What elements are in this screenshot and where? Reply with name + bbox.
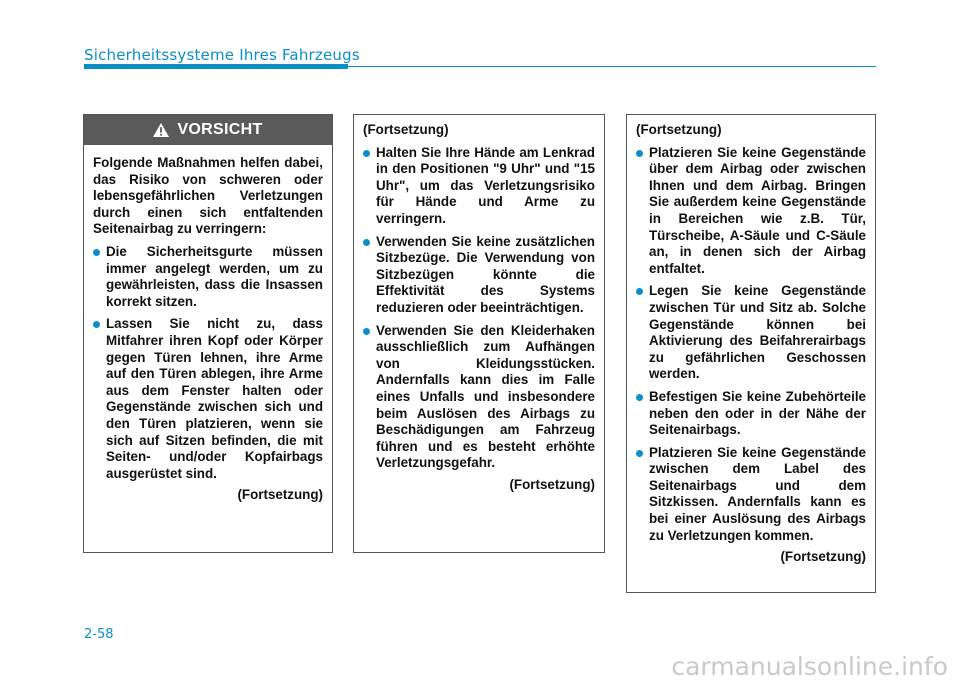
- list-item: Befestigen Sie keine Zubehörteile neben den oder in der Nähe der Seitenairbags.: [636, 389, 866, 439]
- caution-label: VORSICHT: [177, 120, 263, 138]
- list-item: Platzieren Sie keine Gegenstände über dem Airbag oder zwischen Ihnen und dem Airbag. Bringen Sie außerdem keine Gegenstände in Bereichen wie z.B. Tür, Türscheibe, A-Säule und C-Säule an, in denen sich der Airbag entfaltet.: [636, 145, 866, 278]
- bullet-icon: [363, 239, 370, 246]
- warning-triangle-icon: [153, 123, 169, 137]
- continued-from-label: (Fortsetzung): [363, 122, 449, 137]
- bullet-icon: [363, 328, 370, 335]
- caution-list: [93, 244, 323, 482]
- continuation-box-1: [353, 114, 605, 553]
- list-item: Verwenden Sie keine zusätzlichen Sitzbezüge. Die Verwendung von Sitzbezügen könnte die Effektivität des Systems reduzieren oder beeinträchtigen.: [363, 234, 595, 317]
- section-title: Sicherheitssysteme Ihres Fahrzeugs: [84, 46, 360, 64]
- caution-list: [363, 145, 595, 472]
- header-rule-thick: [84, 64, 348, 69]
- bullet-icon: [93, 249, 100, 256]
- caution-header: [84, 115, 332, 145]
- continued-label: (Fortsetzung): [237, 487, 323, 503]
- list-item: Legen Sie keine Gegenstände zwischen Tür und Sitz ab. Solche Gegenstände können bei Aktivierung des Beifahrerairbags zu gefährlichen Geschossen werden.: [636, 283, 866, 383]
- caution-intro: Folgende Maßnahmen helfen dabei, das Risiko von schweren oder lebensgefährlichen Verletzungen durch einen sich entfaltenden Seitenairbag zu verringern:: [93, 155, 323, 237]
- continuation-box-2: [626, 114, 876, 593]
- bullet-icon: [93, 321, 100, 328]
- continued-label: (Fortsetzung): [780, 549, 866, 565]
- list-item: Verwenden Sie den Kleiderhaken ausschließlich zum Aufhängen von Kleidungsstücken. Andernfalls kann dies im Falle eines Unfalls und insbesondere beim Auslösen des Airbags zu Beschädigungen am Fahrzeug führen und es besteht erhöhte Verletzungsgefahr.: [363, 323, 595, 472]
- header-rule-thin: [348, 66, 876, 67]
- caution-box: [83, 114, 333, 553]
- bullet-icon: [636, 288, 643, 295]
- bullet-icon: [363, 150, 370, 157]
- page-number: 2-58: [84, 627, 114, 642]
- bullet-icon: [636, 150, 643, 157]
- list-item: Platzieren Sie keine Gegenstände zwischen dem Label des Seitenairbags und dem Sitzkissen. Andernfalls kann es bei einer Auslösung des Airbags zu Verletzungen kommen.: [636, 445, 866, 545]
- list-item: Die Sicherheitsgurte müssen immer angelegt werden, um zu gewährleisten, dass die Insassen korrekt sitzen.: [93, 244, 323, 310]
- caution-list: [636, 145, 866, 545]
- bullet-icon: [636, 394, 643, 401]
- bullet-icon: [636, 450, 643, 457]
- continued-from-label: (Fortsetzung): [636, 122, 722, 137]
- list-item: Halten Sie Ihre Hände am Lenkrad in den Positionen "9 Uhr" und "15 Uhr", um das Verletzungsrisiko für Hände und Arme zu verringern.: [363, 145, 595, 228]
- list-item: Lassen Sie nicht zu, dass Mitfahrer ihren Kopf oder Körper gegen Türen lehnen, ihre Arme auf den Türen ablegen, ihre Arme aus dem Fenster halten oder Gegenstände zwischen sich und den Türen platzieren, wenn sie sich auf Sitzen befinden, die mit Seiten- und/oder Kopfairbags ausgerüstet sind.: [93, 316, 323, 482]
- continued-label: (Fortsetzung): [509, 476, 595, 492]
- watermark: carmanualsonline.info: [671, 652, 948, 681]
